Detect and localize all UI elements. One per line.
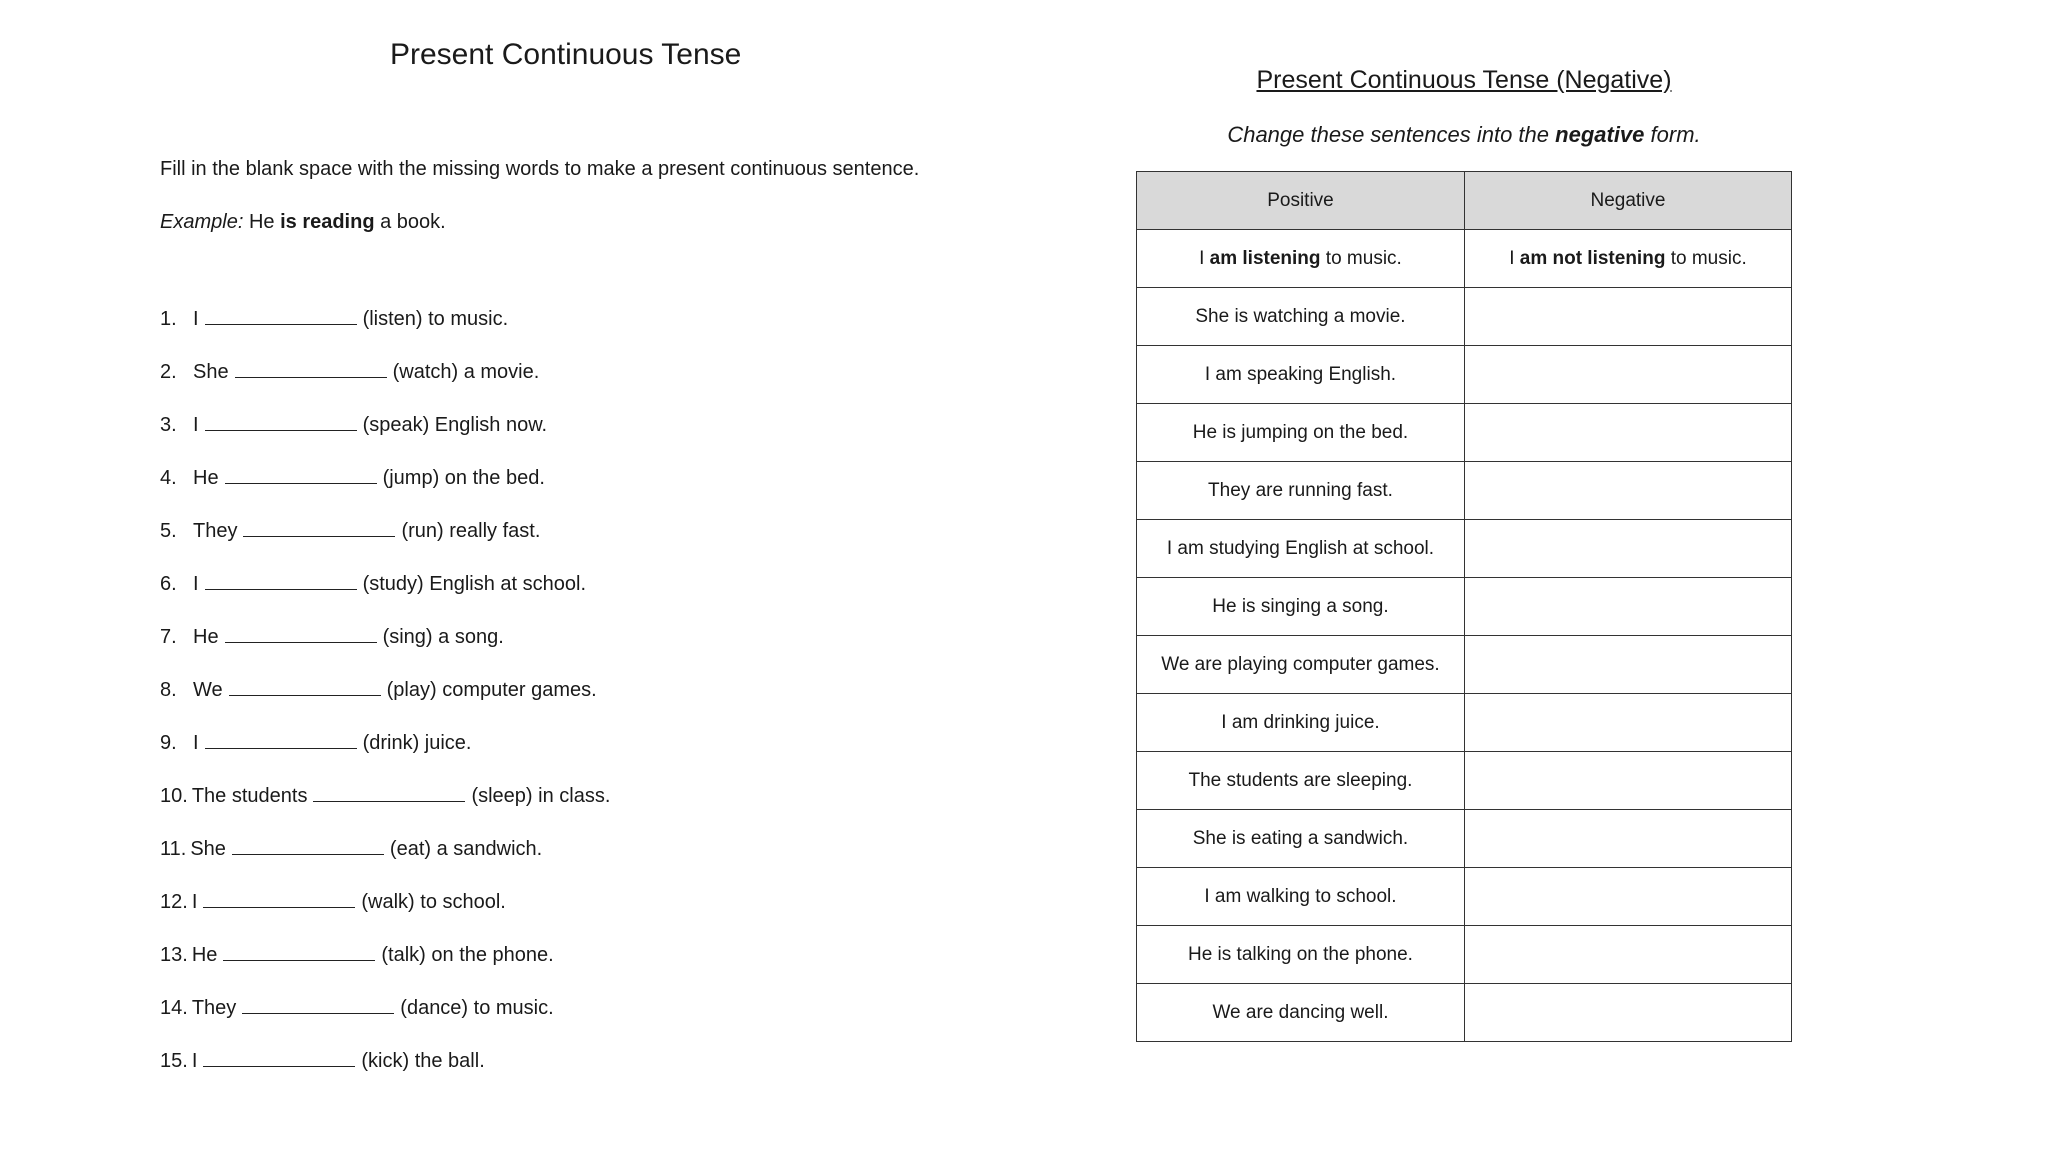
example-sentence — [160, 211, 446, 234]
list-item — [160, 1048, 610, 1101]
item-number: 12. — [160, 891, 188, 913]
table-header-row — [1137, 172, 1792, 230]
list-item — [160, 783, 610, 836]
answer-blank[interactable] — [223, 942, 375, 961]
negative-answer-cell[interactable] — [1464, 752, 1791, 810]
negative-title: Present Continuous Tense (Negative) — [1256, 66, 1672, 94]
item-subject: I — [191, 1050, 198, 1072]
negative-answer-cell[interactable] — [1464, 984, 1791, 1042]
positive-cell: I am walking to school. — [1137, 868, 1465, 926]
positive-cell: He is jumping on the bed. — [1137, 404, 1465, 462]
example-positive-cell — [1137, 230, 1465, 288]
positive-cell: I am drinking juice. — [1137, 694, 1465, 752]
table-row — [1137, 404, 1792, 462]
answer-blank[interactable] — [242, 995, 394, 1014]
negative-answer-cell[interactable] — [1464, 926, 1791, 984]
positive-cell: We are playing computer games. — [1137, 636, 1465, 694]
item-subject: We — [193, 679, 223, 701]
table-row — [1137, 346, 1792, 404]
positive-cell: I am studying English at school. — [1137, 520, 1465, 578]
example-positive-pre: I — [1199, 247, 1205, 269]
item-number: 8. — [160, 679, 177, 701]
item-hint: (sleep) in class. — [471, 785, 611, 807]
table-row — [1137, 578, 1792, 636]
item-number: 1. — [160, 308, 177, 330]
negative-answer-cell[interactable] — [1464, 404, 1791, 462]
example-positive-bold: am listening — [1209, 247, 1321, 269]
negative-answer-cell[interactable] — [1464, 346, 1791, 404]
item-subject: They — [193, 520, 238, 542]
item-subject: They — [191, 997, 237, 1019]
item-hint: (study) English at school. — [362, 573, 586, 595]
example-negative-pre: I — [1509, 247, 1515, 269]
answer-blank[interactable] — [243, 518, 395, 537]
answer-blank[interactable] — [229, 677, 381, 696]
table-row — [1137, 636, 1792, 694]
list-item — [160, 306, 610, 359]
item-hint: (eat) a sandwich. — [389, 838, 543, 860]
item-number: 6. — [160, 573, 177, 595]
list-item — [160, 942, 610, 995]
item-subject: The students — [191, 785, 308, 807]
item-number: 5. — [160, 520, 177, 542]
item-hint: (walk) to school. — [361, 891, 506, 913]
list-item — [160, 836, 610, 889]
list-item — [160, 359, 610, 412]
list-item — [160, 677, 610, 730]
negative-instruction-pre: Change these sentences into the — [1227, 122, 1550, 147]
table-row — [1137, 752, 1792, 810]
item-number: 9. — [160, 732, 177, 754]
item-hint: (speak) English now. — [362, 414, 548, 436]
item-number: 14. — [160, 997, 188, 1019]
exercise-title: Present Continuous Tense — [390, 38, 742, 71]
table-row — [1137, 984, 1792, 1042]
item-subject: She — [190, 838, 226, 860]
positive-cell: I am speaking English. — [1137, 346, 1465, 404]
answer-blank[interactable] — [203, 889, 355, 908]
table-row — [1137, 520, 1792, 578]
item-hint: (play) computer games. — [386, 679, 597, 701]
item-subject: She — [193, 361, 229, 383]
item-number: 4. — [160, 467, 177, 489]
negative-answer-cell[interactable] — [1464, 636, 1791, 694]
item-number: 2. — [160, 361, 177, 383]
answer-blank[interactable] — [235, 359, 387, 378]
item-number: 7. — [160, 626, 177, 648]
example-post: a book. — [380, 211, 446, 233]
table-row — [1137, 926, 1792, 984]
negative-instruction — [1136, 122, 1792, 148]
item-subject: I — [191, 891, 198, 913]
table-row — [1137, 810, 1792, 868]
item-number: 15. — [160, 1050, 188, 1072]
item-subject: I — [193, 732, 199, 754]
example-row — [1137, 230, 1792, 288]
item-subject: He — [191, 944, 218, 966]
answer-blank[interactable] — [203, 1048, 355, 1067]
item-number: 10. — [160, 785, 188, 807]
positive-cell: He is singing a song. — [1137, 578, 1465, 636]
header-negative: Negative — [1464, 172, 1791, 230]
example-pre: He — [248, 211, 275, 233]
answer-blank[interactable] — [313, 783, 465, 802]
answer-blank[interactable] — [205, 306, 357, 325]
negative-answer-cell[interactable] — [1464, 868, 1791, 926]
item-hint: (sing) a song. — [382, 626, 504, 648]
item-hint: (kick) the ball. — [361, 1050, 485, 1072]
table-row — [1137, 288, 1792, 346]
list-item — [160, 571, 610, 624]
item-hint: (talk) on the phone. — [381, 944, 554, 966]
list-item — [160, 624, 610, 677]
negative-instruction-bold: negative — [1555, 122, 1645, 147]
list-item — [160, 889, 610, 942]
positive-cell: The students are sleeping. — [1137, 752, 1465, 810]
header-positive: Positive — [1137, 172, 1465, 230]
item-number: 11. — [160, 838, 187, 860]
negative-answer-cell[interactable] — [1464, 810, 1791, 868]
item-hint: (jump) on the bed. — [382, 467, 545, 489]
positive-cell: They are running fast. — [1137, 462, 1465, 520]
exercise-list — [160, 306, 610, 1101]
positive-cell: She is eating a sandwich. — [1137, 810, 1465, 868]
item-subject: He — [193, 626, 219, 648]
answer-blank[interactable] — [205, 571, 357, 590]
negative-answer-cell[interactable] — [1464, 288, 1791, 346]
positive-cell: She is watching a movie. — [1137, 288, 1465, 346]
item-subject: He — [193, 467, 219, 489]
answer-blank[interactable] — [205, 412, 357, 431]
list-item — [160, 465, 610, 518]
item-subject: I — [193, 308, 199, 330]
negative-answer-cell[interactable] — [1464, 520, 1791, 578]
example-positive-post: to music. — [1325, 247, 1402, 269]
answer-blank[interactable] — [205, 730, 357, 749]
list-item — [160, 412, 610, 465]
item-hint: (run) really fast. — [401, 520, 541, 542]
answer-blank[interactable] — [232, 836, 384, 855]
list-item — [160, 730, 610, 783]
negative-instruction-post: form. — [1650, 122, 1701, 147]
item-number: 3. — [160, 414, 177, 436]
table-row — [1137, 868, 1792, 926]
answer-blank[interactable] — [225, 465, 377, 484]
item-hint: (drink) juice. — [362, 732, 472, 754]
positive-cell: He is talking on the phone. — [1137, 926, 1465, 984]
exercise-instruction: Fill in the blank space with the missing words to make a present continuous sentence. — [160, 158, 920, 180]
example-label: Example: — [160, 211, 244, 233]
table-row — [1137, 462, 1792, 520]
positive-cell: We are dancing well. — [1137, 984, 1465, 1042]
example-negative-cell — [1464, 230, 1791, 288]
negative-table — [1136, 171, 1792, 1042]
example-negative-bold: am not listening — [1519, 247, 1666, 269]
item-number: 13. — [160, 944, 188, 966]
item-hint: (listen) to music. — [362, 308, 509, 330]
answer-blank[interactable] — [225, 624, 377, 643]
example-bold: is reading — [280, 211, 375, 233]
item-hint: (watch) a movie. — [392, 361, 540, 383]
item-hint: (dance) to music. — [400, 997, 554, 1019]
list-item — [160, 995, 610, 1048]
example-negative-post: to music. — [1670, 247, 1747, 269]
item-subject: I — [193, 573, 199, 595]
negative-answer-cell[interactable] — [1464, 694, 1791, 752]
negative-answer-cell[interactable] — [1464, 578, 1791, 636]
list-item — [160, 518, 610, 571]
negative-answer-cell[interactable] — [1464, 462, 1791, 520]
table-row — [1137, 694, 1792, 752]
item-subject: I — [193, 414, 199, 436]
